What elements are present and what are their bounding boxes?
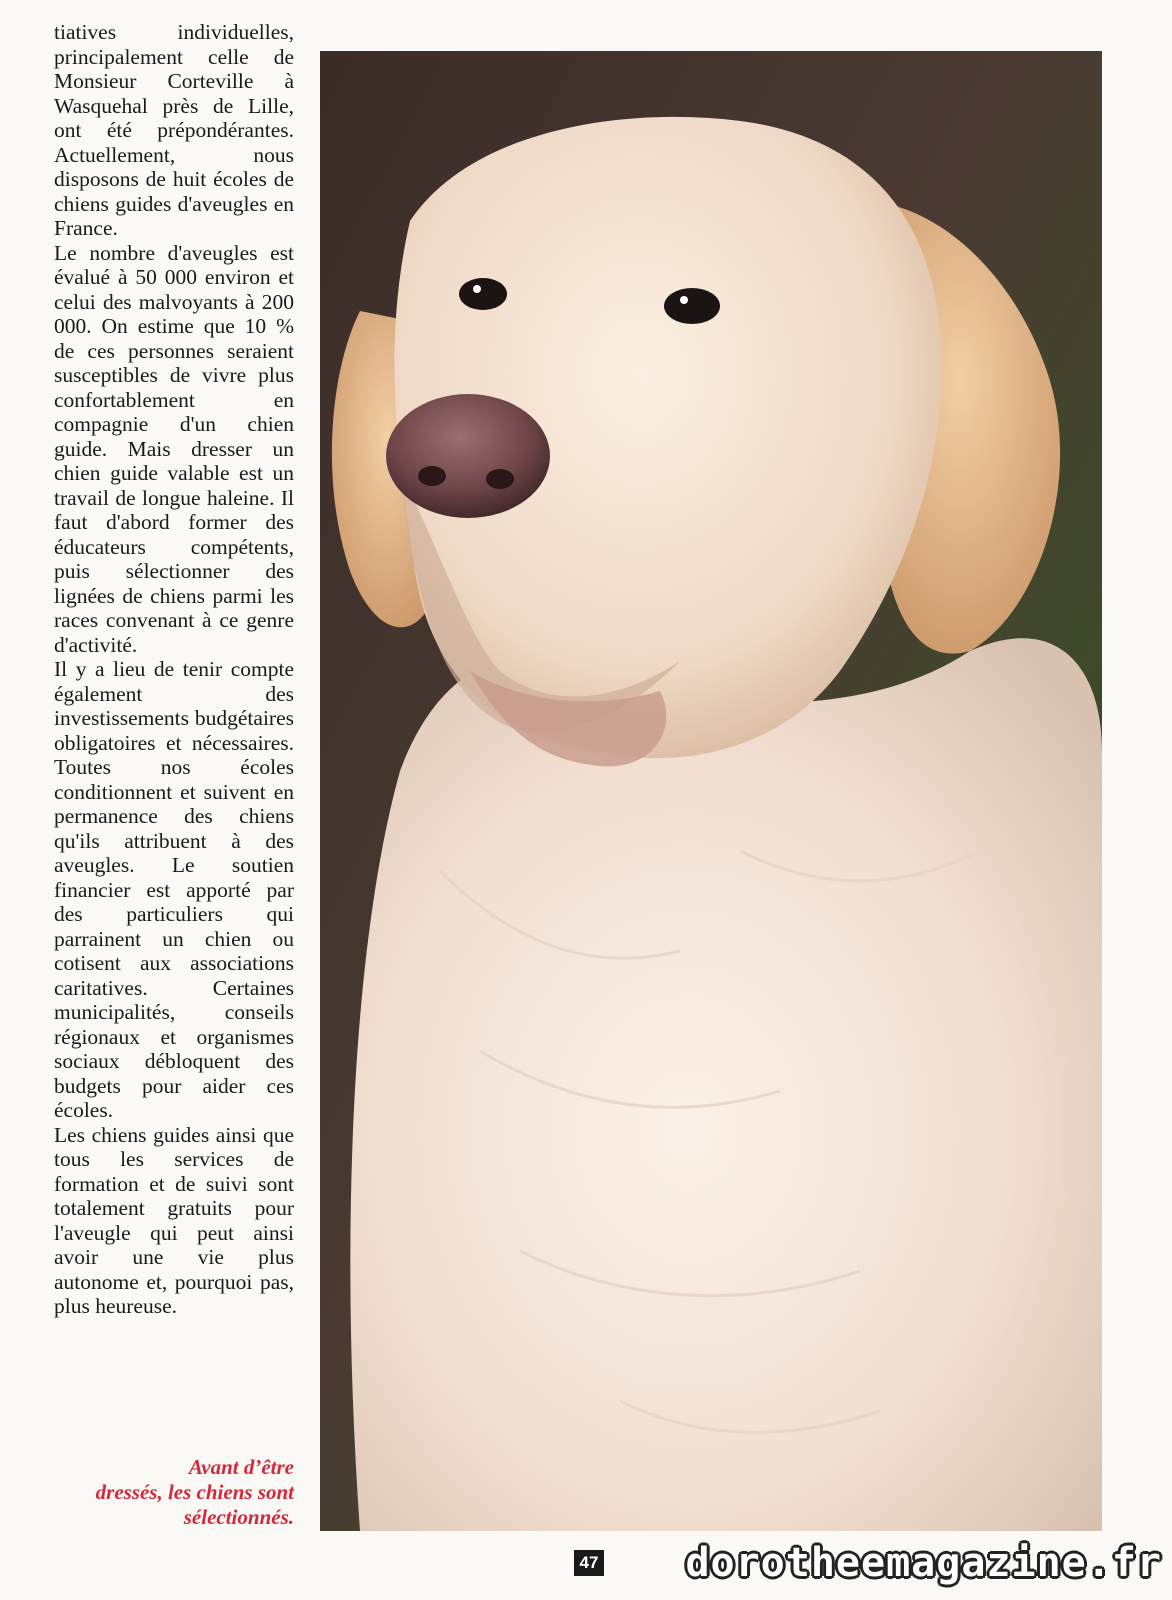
caption-line-3: sélectionnés. — [183, 1505, 294, 1529]
watermark: dorotheemagazine.fr — [685, 1540, 1162, 1586]
article-paragraph-1: tiatives individuelles, principalement celle de Monsieur Corteville à Wasquehal près de Lille, ont été prépondérantes. Actuellement, nous disposons de huit écoles de chiens guides d'aveugles en France. — [54, 20, 294, 240]
article-paragraph-4: Les chiens guides ainsi que tous les services de formation et de suivi sont totalement gratuits pour l'aveugle qui peut ainsi avoir une vie plus autonome et, pourquoi pas, plus heureuse. — [54, 1122, 294, 1318]
article-paragraph-3: Il y a lieu de tenir compte également des investissements budgétaires obligatoires et nécessaires. Toutes nos écoles conditionnent et suivent en permanence des chiens qu'ils attribuent à des aveugles. Le soutien financier est apporté par des particuliers qui parrainent un chien ou cotisent aux associations caritatives. Certaines municipalités, conseils régionaux et organismes sociaux débloquent des budgets pour aider ces écoles. — [54, 657, 294, 1122]
page-number: 47 — [574, 1550, 604, 1576]
article-paragraph-2: Le nombre d'aveugles est évalué à 50 000 environ et celui des malvoyants à 200 000. On estime que 10 % de ces personnes seraient susceptibles de vivre plus confortablement en compagnie d'un chien guide. Mais dresser un chien guide valable est un travail de longue haleine. Il faut d'abord former des éducateurs compétents, puis sélectionner des lignées de chiens parmi les races convenant à ce genre d'activité. — [54, 240, 294, 657]
caption-line-2: dressés, les chiens sont — [95, 1480, 294, 1504]
article-text-column — [54, 20, 294, 1319]
caption-line-1: Avant d’être — [188, 1455, 294, 1479]
photo-caption — [54, 1455, 294, 1530]
dog-photo — [320, 51, 1102, 1531]
dog-illustration — [320, 51, 1102, 1531]
